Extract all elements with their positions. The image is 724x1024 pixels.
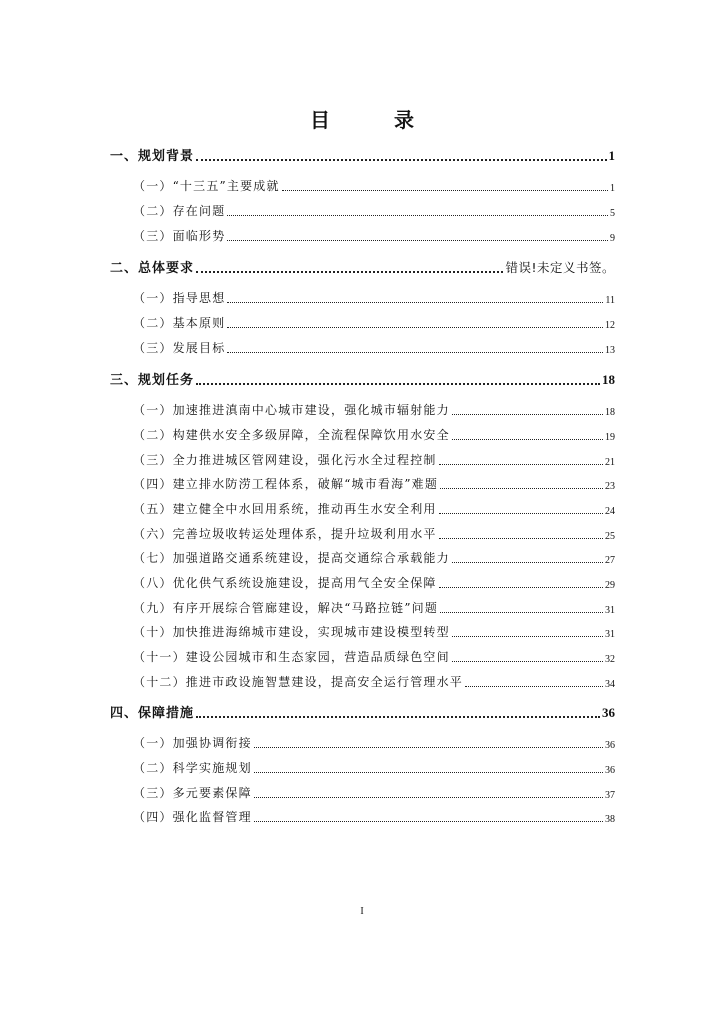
toc-entry-label: （二）构建供水安全多级屏障，全流程保障饮用水安全 [133, 428, 450, 442]
toc-subsection[interactable] [133, 290, 615, 306]
dot-leader [196, 159, 606, 161]
toc-subsection[interactable] [133, 203, 615, 219]
dot-leader [254, 747, 603, 748]
toc-entry-label: （八）优化供气系统设施建设，提高用气全安全保障 [133, 576, 437, 590]
toc-entry-label: 一、规划背景 [110, 149, 195, 164]
toc-entry-label: （二）基本原则 [133, 316, 226, 330]
toc-page-number: 37 [605, 790, 615, 801]
toc-subsection[interactable] [133, 600, 615, 616]
toc-entry-label: （十二）推进市政设施智慧建设，提高安全运行管理水平 [133, 675, 464, 689]
dot-leader [440, 612, 603, 613]
toc-entry-label: （五）建立健全中水回用系统，推动再生水安全利用 [133, 502, 437, 516]
toc-page-number: 34 [605, 679, 615, 690]
toc-subsection[interactable] [133, 315, 615, 331]
dot-leader [254, 821, 603, 822]
toc-entry-label: （一）指导思想 [133, 291, 226, 305]
toc-subsection[interactable] [133, 476, 615, 492]
toc-entry-label: 二、总体要求 [110, 261, 195, 276]
toc-page-number: 24 [605, 506, 615, 517]
toc-section-3[interactable] [110, 370, 615, 388]
toc-subsection[interactable] [133, 452, 615, 468]
toc-entry-label: （三）发展目标 [133, 341, 226, 355]
toc-subsection[interactable] [133, 624, 615, 640]
dot-leader [254, 797, 603, 798]
footer-page-number: I [360, 906, 364, 917]
dot-leader [282, 190, 608, 191]
toc-page-number: 36 [605, 765, 615, 776]
toc-entry-label: （三）全力推进城区管网建设，强化污水全过程控制 [133, 453, 437, 467]
toc-subsection[interactable] [133, 178, 615, 194]
toc-subsection[interactable] [133, 340, 615, 356]
dot-leader [227, 352, 603, 353]
toc-subsection[interactable] [133, 760, 615, 776]
dot-leader [465, 686, 603, 687]
toc-page-number: 18 [602, 372, 615, 387]
dot-leader [452, 636, 603, 637]
dot-leader [196, 716, 600, 718]
dot-leader [439, 513, 603, 514]
dot-leader [227, 327, 603, 328]
toc-page-number: 13 [605, 345, 615, 356]
dot-leader [439, 538, 603, 539]
toc-page-number: 29 [605, 580, 615, 591]
toc-subsection[interactable] [133, 402, 615, 418]
toc-entry-label: （一）加速推进滇南中心城市建设，强化城市辐射能力 [133, 403, 450, 417]
dot-leader [439, 587, 603, 588]
dot-leader [452, 661, 603, 662]
toc-subsection[interactable] [133, 228, 615, 244]
toc-page-number: 31 [605, 605, 615, 616]
toc-subsection[interactable] [133, 550, 615, 566]
toc-entry-label: （四）建立排水防涝工程体系，破解“城市看海”难题 [133, 477, 439, 491]
dot-leader [439, 464, 603, 465]
toc-page-number: 1 [610, 183, 615, 194]
toc-entry-label: （六）完善垃圾收转运处理体系，提升垃圾利用水平 [133, 527, 437, 541]
toc-subsection[interactable] [133, 674, 615, 690]
toc-entry-label: （三）多元要素保障 [133, 786, 252, 800]
toc-entry-label: （九）有序开展综合管廊建设，解决“马路拉链”问题 [133, 601, 439, 615]
toc-entry-label: （一）“十三五”主要成就 [133, 179, 280, 193]
toc-subsection[interactable] [133, 649, 615, 665]
toc-entry-label: （三）面临形势 [133, 229, 226, 243]
toc-page-number: 36 [605, 740, 615, 751]
dot-leader [227, 215, 608, 216]
toc-entry-label: （七）加强道路交通系统建设，提高交通综合承载能力 [133, 551, 450, 565]
dot-leader [440, 488, 603, 489]
toc-page-number: 27 [605, 555, 615, 566]
toc-subsection[interactable] [133, 809, 615, 825]
toc-page-number: 36 [602, 705, 615, 720]
toc-page-number: 5 [610, 208, 615, 219]
dot-leader [452, 439, 603, 440]
toc-page-number: 18 [605, 407, 615, 418]
toc-page-number: 1 [608, 148, 615, 163]
toc-subsection[interactable] [133, 785, 615, 801]
dot-leader [196, 383, 600, 385]
toc-page-number: 11 [605, 295, 615, 306]
toc-subsection[interactable] [133, 575, 615, 591]
toc-page-number: 12 [605, 320, 615, 331]
dot-leader [452, 414, 603, 415]
toc-entry-label: （四）强化监督管理 [133, 810, 252, 824]
toc-page-number: 19 [605, 432, 615, 443]
toc-entry-label: （二）科学实施规划 [133, 761, 252, 775]
toc-subsection[interactable] [133, 526, 615, 542]
dot-leader [452, 562, 603, 563]
toc-section-2[interactable] [110, 258, 615, 276]
toc-page-number: 38 [605, 814, 615, 825]
toc-entry-label: （一）加强协调衔接 [133, 736, 252, 750]
dot-leader [196, 271, 503, 273]
page-title: 目 录 [310, 108, 436, 132]
toc-subsection[interactable] [133, 427, 615, 443]
toc-page-number: 25 [605, 531, 615, 542]
toc-entry-label: 三、规划任务 [110, 373, 195, 388]
toc-page-number: 21 [605, 457, 615, 468]
dot-leader [254, 772, 603, 773]
toc-entry-label: 四、保障措施 [110, 706, 195, 721]
toc-section-4[interactable] [110, 703, 615, 721]
toc-section-1[interactable] [110, 146, 615, 164]
toc-page-number: 23 [605, 481, 615, 492]
toc-page-number: 9 [610, 233, 615, 244]
toc-entry-label: （十一）建设公园城市和生态家园，营造品质绿色空间 [133, 650, 450, 664]
toc-page-number: 32 [605, 654, 615, 665]
toc-entry-label: （二）存在问题 [133, 204, 226, 218]
dot-leader [227, 240, 608, 241]
dot-leader [227, 302, 603, 303]
toc-page-number: 错误!未定义书签。 [505, 260, 615, 275]
toc-entry-label: （十）加快推进海绵城市建设，实现城市建设模型转型 [133, 625, 450, 639]
toc-subsection[interactable] [133, 501, 615, 517]
toc-page-number: 31 [605, 629, 615, 640]
toc-subsection[interactable] [133, 735, 615, 751]
